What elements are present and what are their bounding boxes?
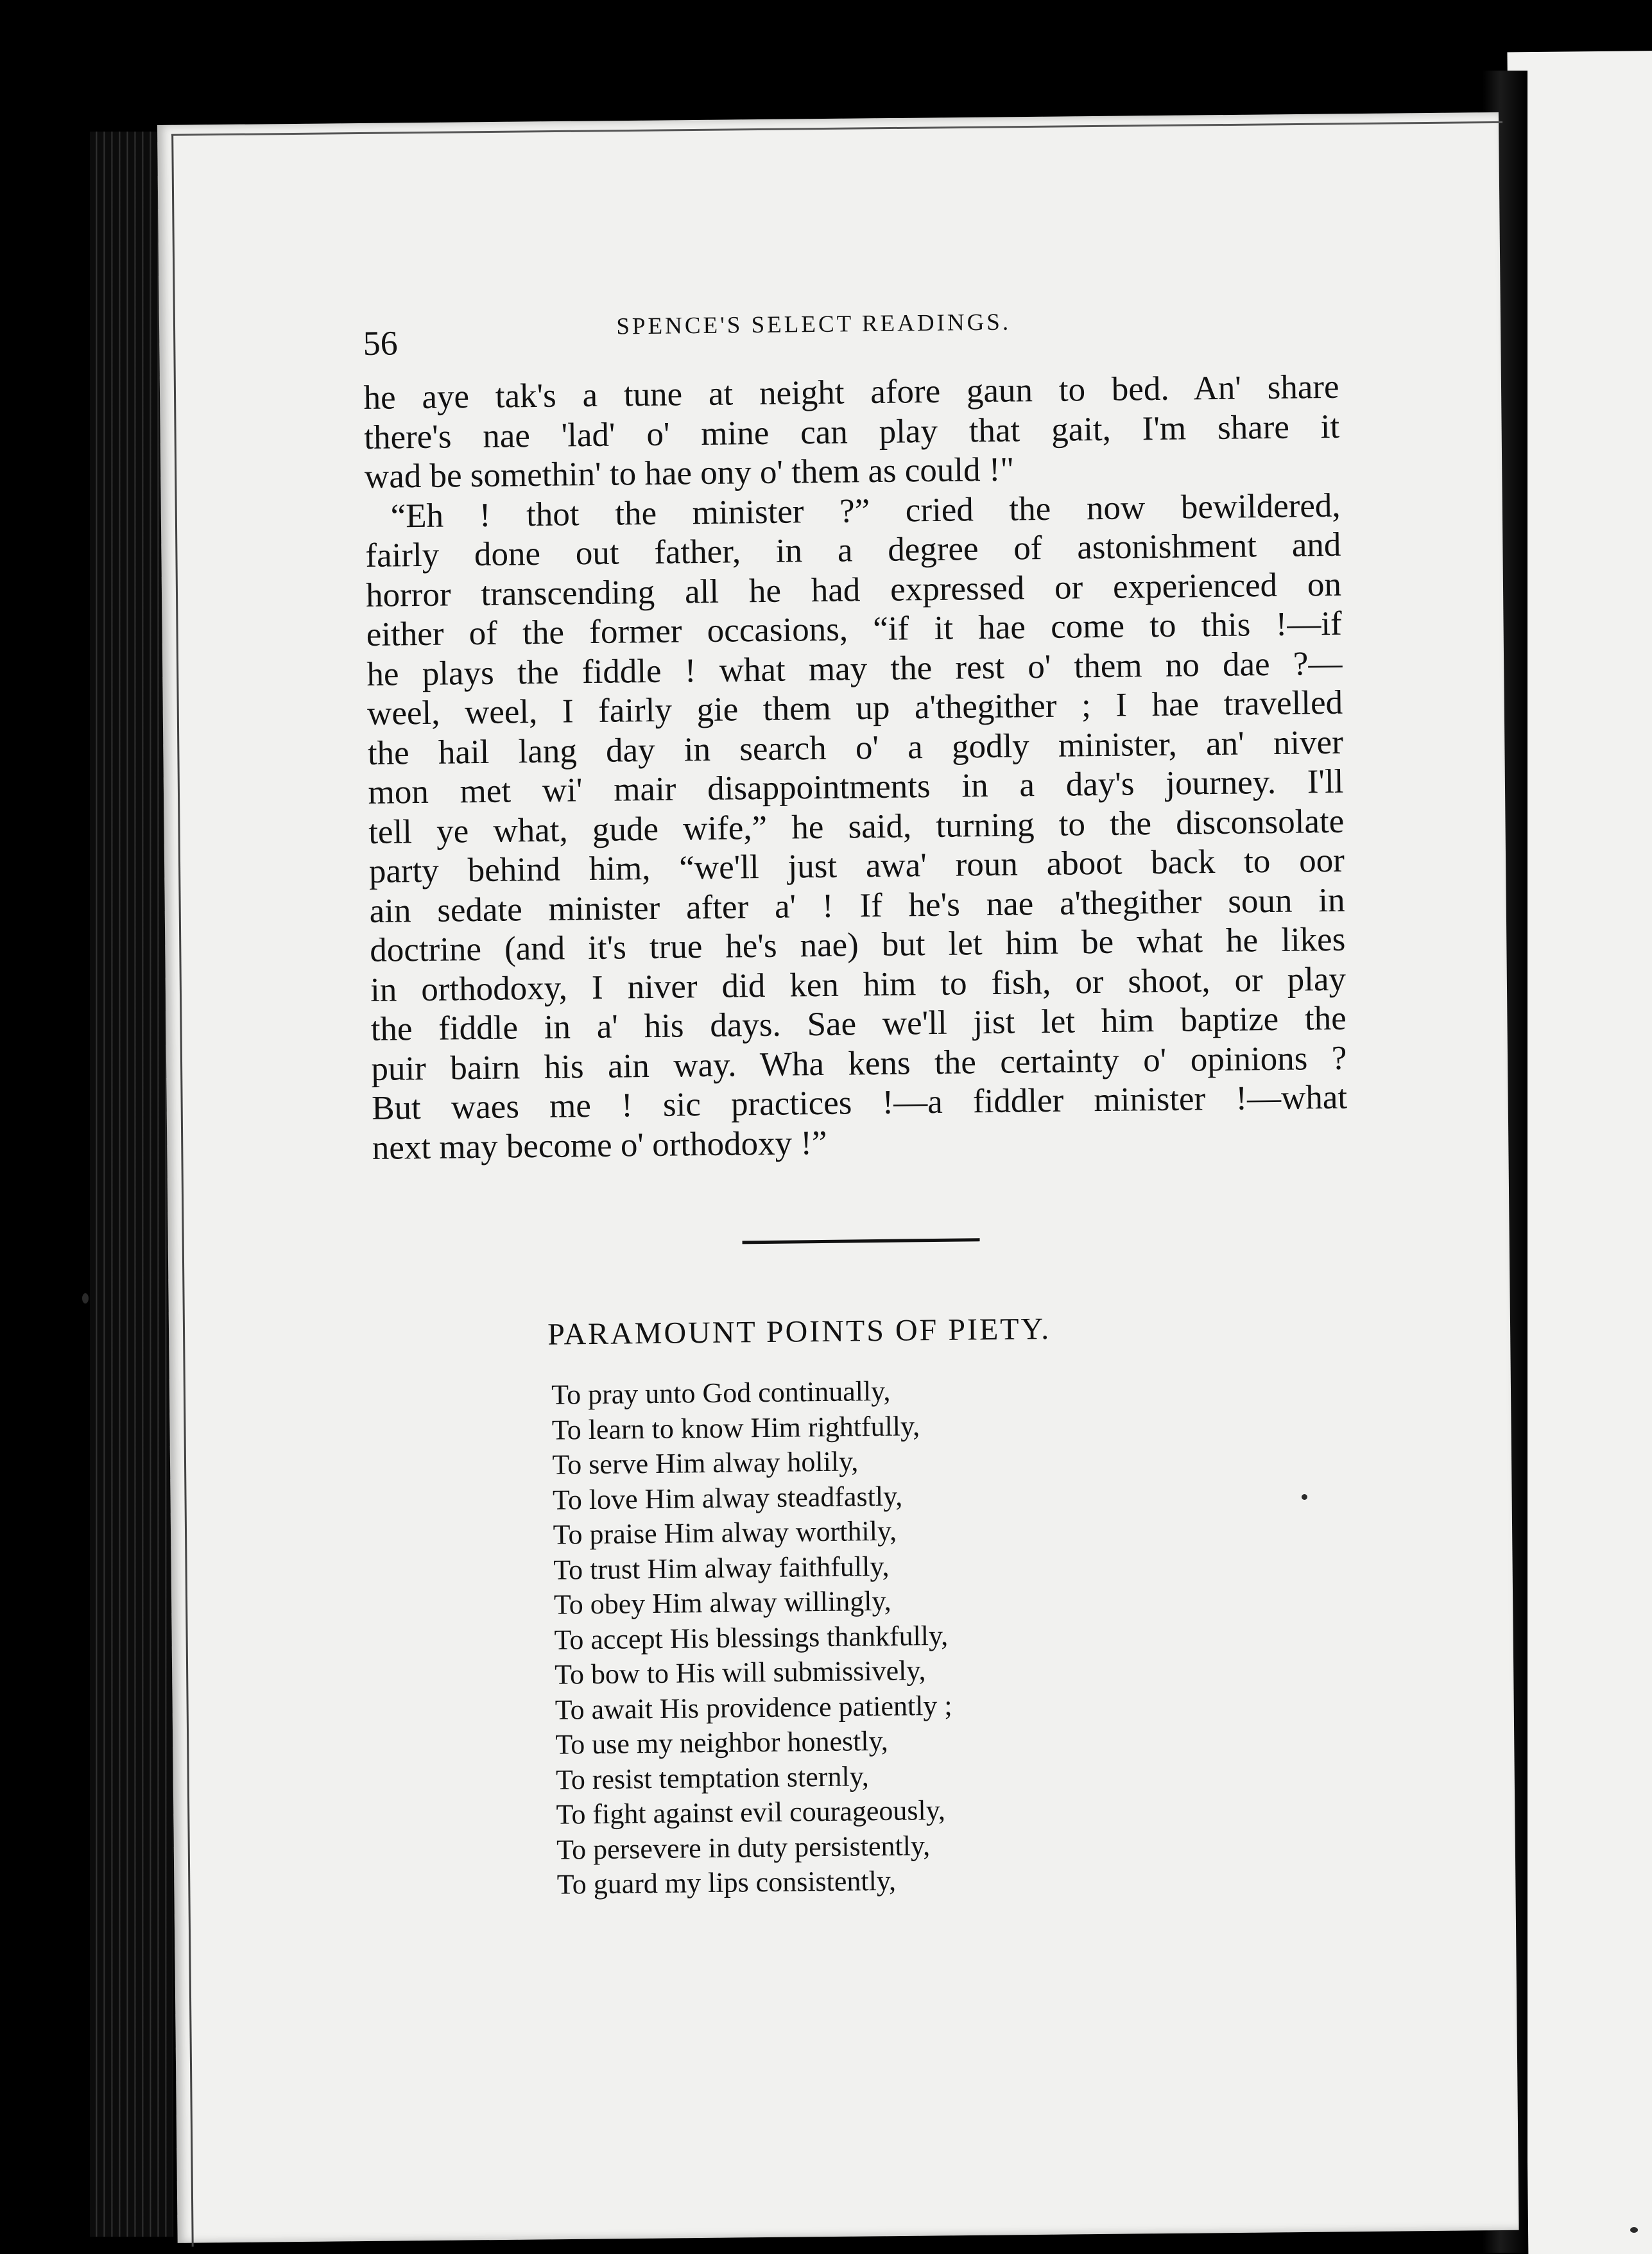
- page-text-block: [363, 297, 1356, 1905]
- running-head: [363, 297, 1339, 379]
- poem-line: To praise Him alway worthily,: [553, 1515, 897, 1551]
- body-line: he plays the fiddle ! what may the rest o' them no dae ?—: [366, 644, 1343, 693]
- poem-line: To resist temptation sternly,: [555, 1760, 870, 1796]
- poem-line: To fight against evil courageously,: [556, 1794, 946, 1830]
- poem-line: To pray unto God continually,: [551, 1375, 891, 1411]
- body-line: horror transcending all he had expressed or experienced on: [365, 565, 1342, 614]
- body-line: either of the former occasions, “if it hae come to this !—if: [366, 605, 1343, 653]
- body-line: weel, weel, I fairly gie them up a'thegither ; I hae travelled: [366, 684, 1343, 732]
- poem-line: To obey Him alway willingly,: [553, 1585, 891, 1621]
- poem-line: To use my neighbor honestly,: [555, 1725, 888, 1760]
- page-number: 56: [363, 323, 398, 363]
- poem-line: To serve Him alway holily,: [552, 1445, 859, 1481]
- body-line: in orthodoxy, I niver did ken him to fish, or shoot, or play: [370, 960, 1347, 1009]
- poem-line: To bow to His will submissively,: [554, 1655, 926, 1691]
- scan-speck: [82, 1293, 89, 1303]
- body-line: ain sedate minister after a' ! If he's nae a'thegither soun in: [369, 881, 1345, 930]
- body-line: fairly done out father, in a degree of astonishment and: [365, 526, 1341, 574]
- poem-line: To await His providence patiently ;: [555, 1689, 952, 1726]
- facing-page: [1507, 51, 1652, 2254]
- poem-line: To learn to know Him rightfully,: [551, 1409, 920, 1446]
- section-divider-rule: [743, 1238, 980, 1244]
- scan-speck: [1630, 2227, 1638, 2233]
- body-paragraphs: [363, 368, 1348, 1168]
- scan-speck: [1302, 1494, 1307, 1500]
- poem-line: To love Him alway steadfastly,: [552, 1480, 903, 1516]
- body-line: puir bairn his ain way. Wha kens the certainty o' opinions ?: [371, 1039, 1347, 1088]
- body-line: the fiddle in a' his days. Sae we'll jist let him baptize the: [370, 999, 1347, 1048]
- body-line: mon met wi' mair disappointments in a day's journey. I'll: [368, 762, 1344, 811]
- poem-title: PARAMOUNT POINTS OF PIETY.: [547, 1311, 1051, 1352]
- body-line: he aye tak's a tune at neight afore gaun to bed. An' share: [363, 368, 1339, 417]
- poem-line: To persevere in duty persistently,: [556, 1829, 931, 1866]
- body-line: “Eh ! thot the minister ?” cried the now bewildered,: [390, 486, 1341, 535]
- body-line: doctrine (and it's true he's nae) but let him be what he likes: [370, 920, 1346, 969]
- body-line: But waes me ! sic practices !—a fiddler minister !—what: [371, 1078, 1348, 1127]
- body-line: wad be somethin' to hae ony o' them as could !": [364, 451, 1015, 495]
- body-line: the hail lang day in search o' a godly minister, an' niver: [367, 723, 1344, 772]
- body-line: tell ye what, gude wife,” he said, turning to the disconsolate: [368, 802, 1345, 851]
- poem-line: To accept His blessings thankfully,: [554, 1619, 949, 1656]
- body-line: there's nae 'lad' o' mine can play that gait, I'm share it: [363, 408, 1340, 456]
- poem-line: To trust Him alway faithfully,: [553, 1550, 890, 1586]
- running-head-title: SPENCE'S SELECT READINGS.: [616, 309, 1011, 340]
- poem-line: To guard my lips consistently,: [556, 1864, 897, 1900]
- body-line: party behind him, “we'll just awa' roun aboot back to oor: [368, 841, 1345, 890]
- body-line: next may become o' orthodoxy !”: [372, 1124, 827, 1167]
- poem-body: [551, 1369, 1356, 1903]
